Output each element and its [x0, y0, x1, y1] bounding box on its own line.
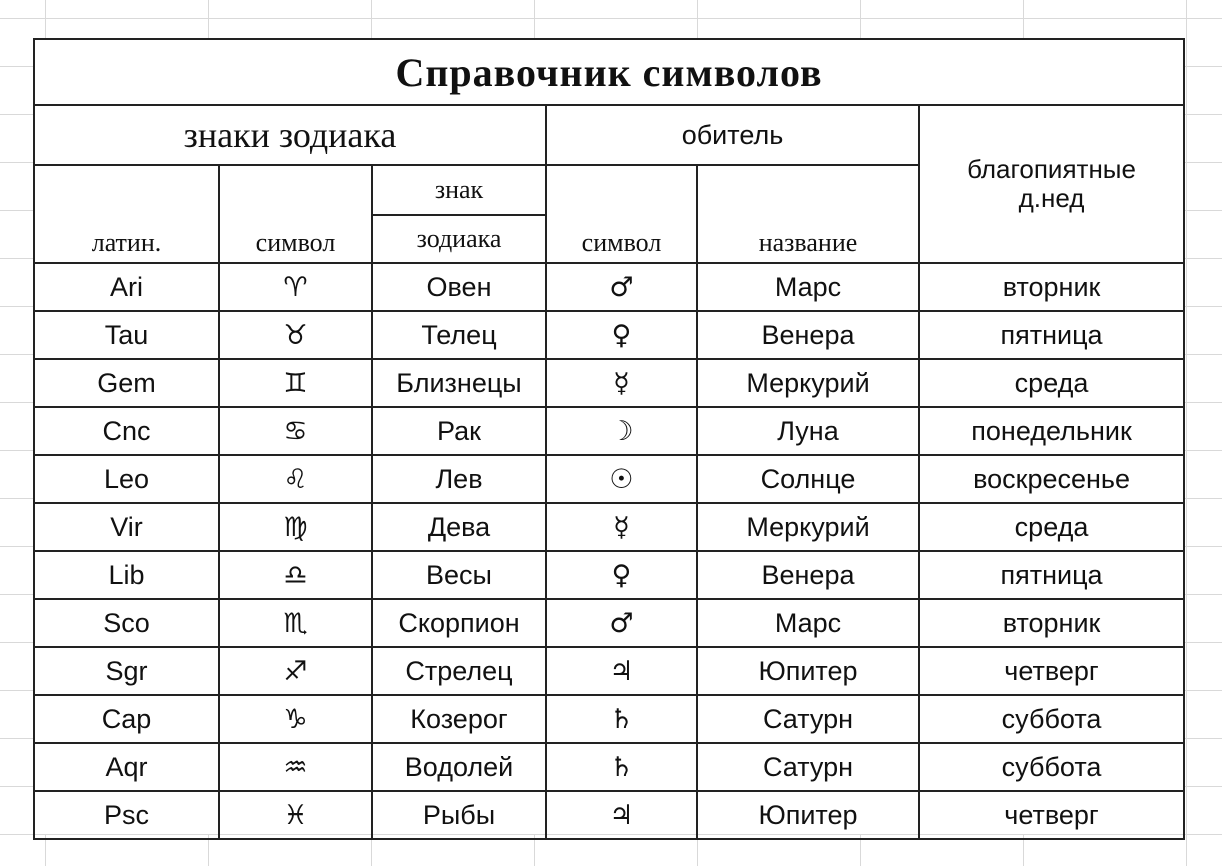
table-row	[34, 551, 1184, 599]
zodiac-sign-name-cell: Дева	[372, 503, 546, 551]
favorable-day-cell: понедельник	[919, 407, 1184, 455]
table-row	[34, 359, 1184, 407]
favorable-day-cell: вторник	[919, 599, 1184, 647]
latin-abbreviation-cell: Leo	[34, 455, 219, 503]
planet-name-cell: Марс	[697, 263, 919, 311]
table-row	[34, 647, 1184, 695]
favorable-day-cell: четверг	[919, 791, 1184, 839]
planet-symbol-icon: ♃	[546, 791, 697, 839]
planet-name-cell: Венера	[697, 551, 919, 599]
favorable-days-header	[919, 105, 1184, 263]
planet-name-cell: Марс	[697, 599, 919, 647]
zodiac-sign-name-cell: Козерог	[372, 695, 546, 743]
latin-abbreviation-cell: Lib	[34, 551, 219, 599]
planet-name-cell: Сатурн	[697, 743, 919, 791]
favorable-days-line1: благопиятные	[967, 154, 1136, 185]
zodiac-sign-name-cell: Телец	[372, 311, 546, 359]
zodiac-symbol-icon: ♏︎	[219, 599, 372, 647]
zodiac-sign-header-top: знак	[372, 165, 546, 215]
favorable-day-cell: вторник	[919, 263, 1184, 311]
table-row	[34, 263, 1184, 311]
planet-name-column-header: название	[697, 165, 919, 263]
planet-symbol-icon: ♄	[546, 743, 697, 791]
favorable-day-cell: суббота	[919, 695, 1184, 743]
table-row	[34, 407, 1184, 455]
abode-group-header: обитель	[546, 105, 919, 165]
planet-name-cell: Юпитер	[697, 647, 919, 695]
latin-abbreviation-cell: Psc	[34, 791, 219, 839]
planet-name-cell: Венера	[697, 311, 919, 359]
planet-name-cell: Меркурий	[697, 359, 919, 407]
planet-symbol-icon: ♀	[546, 551, 697, 599]
favorable-days-line2: д.нед	[1018, 183, 1085, 213]
zodiac-sign-name-cell: Рыбы	[372, 791, 546, 839]
zodiac-sign-name-cell: Скорпион	[372, 599, 546, 647]
zodiac-sign-name-cell: Стрелец	[372, 647, 546, 695]
table-row	[34, 599, 1184, 647]
planet-symbol-icon: ♃	[546, 647, 697, 695]
table-row	[34, 743, 1184, 791]
favorable-day-cell: среда	[919, 503, 1184, 551]
table-title: Справочник символов	[34, 39, 1184, 105]
zodiac-symbol-icon: ♌︎	[219, 455, 372, 503]
zodiac-sign-name-cell: Водолей	[372, 743, 546, 791]
favorable-day-cell: среда	[919, 359, 1184, 407]
zodiac-signs-group-header: знаки зодиака	[34, 105, 546, 165]
table-row	[34, 311, 1184, 359]
zodiac-symbol-icon: ♈︎	[219, 263, 372, 311]
planet-symbol-column-header: символ	[546, 165, 697, 263]
latin-abbreviation-cell: Sgr	[34, 647, 219, 695]
planet-symbol-icon: ♀	[546, 311, 697, 359]
zodiac-symbol-icon: ♋︎	[219, 407, 372, 455]
zodiac-sign-name-cell: Весы	[372, 551, 546, 599]
zodiac-sign-header-bottom: зодиака	[372, 215, 546, 263]
symbols-reference-sheet	[33, 38, 1183, 834]
planet-symbol-icon: ☽	[546, 407, 697, 455]
planet-name-cell: Солнце	[697, 455, 919, 503]
favorable-day-cell: суббота	[919, 743, 1184, 791]
symbol-column-header: символ	[219, 165, 372, 263]
zodiac-symbol-icon: ♒︎	[219, 743, 372, 791]
zodiac-sign-name-cell: Овен	[372, 263, 546, 311]
zodiac-symbol-icon: ♐︎	[219, 647, 372, 695]
table-row	[34, 503, 1184, 551]
planet-symbol-icon: ☿	[546, 503, 697, 551]
table-body	[34, 263, 1184, 839]
planet-symbol-icon: ♂	[546, 263, 697, 311]
zodiac-symbol-icon: ♍︎	[219, 503, 372, 551]
table-row	[34, 695, 1184, 743]
latin-abbreviation-cell: Sco	[34, 599, 219, 647]
planet-symbol-icon: ☿	[546, 359, 697, 407]
zodiac-symbol-icon: ♓︎	[219, 791, 372, 839]
planet-name-cell: Меркурий	[697, 503, 919, 551]
latin-abbreviation-cell: Cap	[34, 695, 219, 743]
zodiac-symbol-icon: ♑︎	[219, 695, 372, 743]
latin-column-header: латин.	[34, 165, 219, 263]
latin-abbreviation-cell: Cnc	[34, 407, 219, 455]
favorable-day-cell: пятница	[919, 311, 1184, 359]
table-row	[34, 455, 1184, 503]
symbols-reference-table	[33, 38, 1185, 840]
zodiac-symbol-icon: ♉︎	[219, 311, 372, 359]
planet-symbol-icon: ♄	[546, 695, 697, 743]
table-row	[34, 791, 1184, 839]
zodiac-sign-name-cell: Близнецы	[372, 359, 546, 407]
latin-abbreviation-cell: Ari	[34, 263, 219, 311]
latin-abbreviation-cell: Tau	[34, 311, 219, 359]
zodiac-sign-name-cell: Рак	[372, 407, 546, 455]
latin-abbreviation-cell: Aqr	[34, 743, 219, 791]
planet-name-cell: Луна	[697, 407, 919, 455]
favorable-day-cell: воскресенье	[919, 455, 1184, 503]
zodiac-symbol-icon: ♎︎	[219, 551, 372, 599]
planet-name-cell: Юпитер	[697, 791, 919, 839]
zodiac-symbol-icon: ♊︎	[219, 359, 372, 407]
latin-abbreviation-cell: Vir	[34, 503, 219, 551]
favorable-day-cell: пятница	[919, 551, 1184, 599]
planet-symbol-icon: ☉	[546, 455, 697, 503]
zodiac-sign-name-cell: Лев	[372, 455, 546, 503]
planet-name-cell: Сатурн	[697, 695, 919, 743]
planet-symbol-icon: ♂	[546, 599, 697, 647]
latin-abbreviation-cell: Gem	[34, 359, 219, 407]
favorable-day-cell: четверг	[919, 647, 1184, 695]
